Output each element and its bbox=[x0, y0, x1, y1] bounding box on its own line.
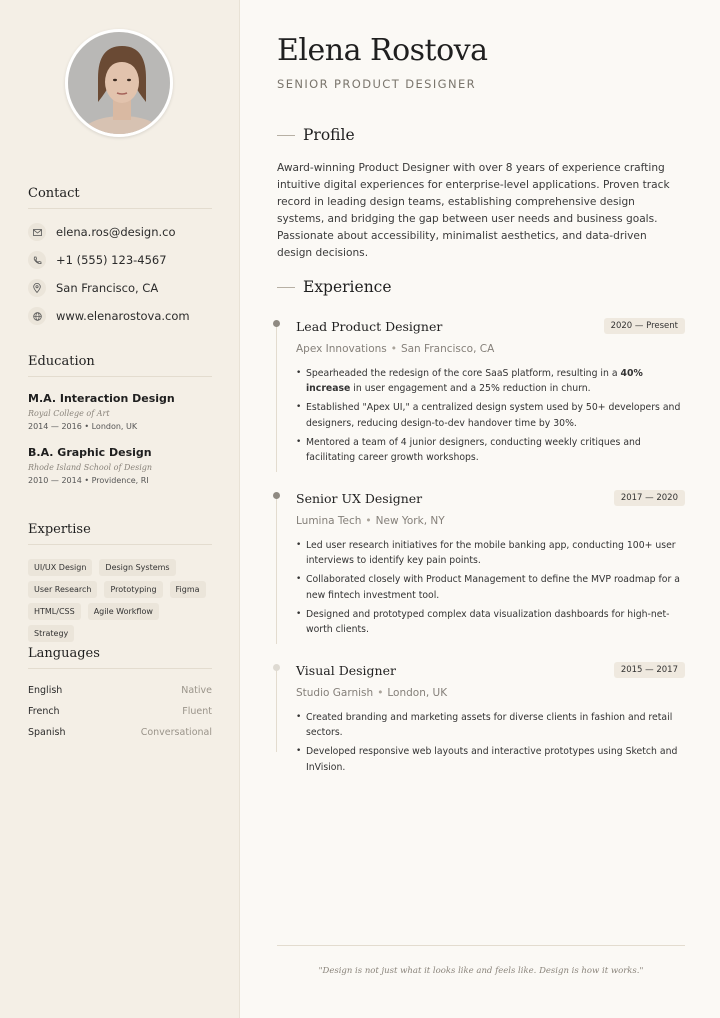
experience-heading bbox=[277, 278, 392, 296]
separator-dot: • bbox=[390, 343, 397, 355]
edu-meta: 2010 — 2014 • Providence, RI bbox=[28, 476, 149, 485]
education-section bbox=[28, 354, 212, 485]
bullet-icon: • bbox=[296, 608, 302, 619]
job-bullet: • Led user research initiatives for the mobile banking app, conducting 100+ user interviews to identify key pain points. bbox=[296, 538, 685, 568]
main-content bbox=[240, 0, 720, 1018]
language-level: Fluent bbox=[182, 706, 212, 717]
contact-email-text: elena.ros@design.co bbox=[56, 225, 176, 239]
job-company bbox=[296, 687, 685, 699]
contact-heading: Contact bbox=[28, 186, 212, 209]
contact-website[interactable] bbox=[28, 302, 212, 330]
job-entry bbox=[277, 318, 685, 469]
expertise-heading: Expertise bbox=[28, 522, 212, 545]
languages-section bbox=[28, 646, 212, 743]
job-bullet: • Mentored a team of 4 junior designers, conducting weekly critiques and facilitating career growth workshops. bbox=[296, 435, 685, 465]
job-entry bbox=[277, 662, 685, 779]
bullet-icon: • bbox=[296, 712, 302, 722]
contact-email[interactable] bbox=[28, 218, 212, 246]
job-bullet: • Established "Apex UI," a centralized design system used by 50+ developers and designers, reducing design-to-dev handover time by 30%. bbox=[296, 400, 685, 430]
skill-tag: Figma bbox=[170, 581, 206, 598]
company-location: San Francisco, CA bbox=[400, 343, 495, 355]
job-entry bbox=[277, 490, 685, 641]
timeline-dot bbox=[273, 664, 280, 671]
person-name: Elena Rostova bbox=[277, 33, 488, 68]
bullet-icon: • bbox=[296, 540, 302, 550]
company-location: London, UK bbox=[387, 687, 448, 699]
timeline-rail bbox=[276, 326, 277, 472]
language-level: Conversational bbox=[140, 727, 212, 738]
person-role: SENIOR PRODUCT DESIGNER bbox=[277, 77, 477, 91]
skill-tag: Agile Workflow bbox=[88, 603, 159, 620]
skill-tag: Prototyping bbox=[104, 581, 162, 598]
education-item bbox=[28, 446, 212, 485]
profile-heading-text: Profile bbox=[303, 126, 355, 144]
education-item bbox=[28, 392, 212, 431]
separator-dot: • bbox=[365, 515, 372, 527]
timeline-rail bbox=[276, 670, 277, 752]
mail-icon bbox=[28, 223, 46, 241]
globe-icon bbox=[28, 307, 46, 325]
location-pin-icon bbox=[28, 279, 46, 297]
bullet-icon: • bbox=[296, 574, 302, 585]
skill-tag: UI/UX Design bbox=[28, 559, 92, 576]
language-row bbox=[28, 701, 212, 722]
company-name: Lumina Tech bbox=[296, 515, 362, 527]
phone-icon bbox=[28, 251, 46, 269]
language-name: English bbox=[28, 685, 63, 696]
skill-tag: Design Systems bbox=[99, 559, 175, 576]
heading-rule bbox=[277, 287, 295, 288]
footer-divider bbox=[277, 945, 685, 946]
contact-location bbox=[28, 274, 212, 302]
edu-degree: B.A. Graphic Design bbox=[28, 446, 152, 459]
job-bullet: • Created branding and marketing assets for diverse clients in fashion and retail sectors. bbox=[296, 710, 685, 740]
language-row bbox=[28, 722, 212, 743]
expertise-tags bbox=[28, 559, 212, 642]
job-bullet: • Collaborated closely with Product Management to define the MVP roadmap for a new fintech investment tool. bbox=[296, 572, 685, 602]
job-title: Lead Product Designer bbox=[296, 318, 443, 334]
experience-heading-text: Experience bbox=[303, 278, 392, 296]
timeline-dot bbox=[273, 492, 280, 499]
job-bullet: • Developed responsive web layouts and interactive prototypes using Sketch and InVision. bbox=[296, 744, 685, 774]
job-company bbox=[296, 343, 685, 355]
footer-quote: "Design is not just what it looks like and feels like. Design is how it works." bbox=[318, 966, 644, 976]
company-name: Studio Garnish bbox=[296, 687, 374, 699]
language-name: French bbox=[28, 706, 60, 717]
bullet-icon: • bbox=[296, 746, 302, 757]
profile-summary: Award-winning Product Designer with over 8 years of experience crafting intuitive digital experiences for enterprise-level applications. Proven track record in leading design teams, establishing comprehensive design systems, and bridging the gap between user needs and business goals. Passionate about accessibility, minimalist aesthetics, and data-driven design decisions. bbox=[277, 162, 670, 259]
job-dates: 2020 — Present bbox=[604, 318, 685, 334]
job-dates: 2017 — 2020 bbox=[614, 490, 685, 506]
language-name: Spanish bbox=[28, 727, 66, 738]
bullet-icon: • bbox=[296, 436, 302, 447]
edu-school: Royal College of Art bbox=[28, 409, 110, 418]
skill-tag: HTML/CSS bbox=[28, 603, 81, 620]
skill-tag: Strategy bbox=[28, 625, 74, 642]
language-row bbox=[28, 680, 212, 701]
sidebar bbox=[0, 0, 240, 1018]
contact-website-text: www.elenarostova.com bbox=[56, 309, 190, 323]
job-company bbox=[296, 515, 685, 527]
contact-phone-text: +1 (555) 123-4567 bbox=[56, 253, 167, 267]
job-dates: 2015 — 2017 bbox=[614, 662, 685, 678]
bullet-icon: • bbox=[296, 368, 302, 378]
company-location: New York, NY bbox=[375, 515, 445, 527]
job-bullet: • Designed and prototyped complex data visualization dashboards for high-net-worth clients. bbox=[296, 607, 685, 637]
edu-meta: 2014 — 2016 • London, UK bbox=[28, 422, 138, 431]
separator-dot: • bbox=[377, 687, 384, 699]
timeline-dot bbox=[273, 320, 280, 327]
edu-school: Rhode Island School of Design bbox=[28, 463, 153, 472]
expertise-section bbox=[28, 522, 212, 642]
heading-rule bbox=[277, 135, 295, 136]
job-title: Senior UX Designer bbox=[296, 490, 423, 506]
contact-phone[interactable] bbox=[28, 246, 212, 274]
edu-degree: M.A. Interaction Design bbox=[28, 392, 175, 405]
avatar bbox=[65, 29, 173, 137]
timeline-rail bbox=[276, 498, 277, 644]
job-title: Visual Designer bbox=[296, 662, 396, 678]
contact-location-text: San Francisco, CA bbox=[56, 281, 159, 295]
education-heading: Education bbox=[28, 354, 212, 377]
company-name: Apex Innovations bbox=[296, 343, 387, 355]
languages-heading: Languages bbox=[28, 646, 212, 669]
bullet-icon: • bbox=[296, 402, 302, 413]
portrait-photo bbox=[68, 32, 173, 137]
skill-tag: User Research bbox=[28, 581, 97, 598]
contact-section bbox=[28, 186, 212, 330]
job-bullet: • Spearheaded the redesign of the core SaaS platform, resulting in a 40% increase in user engagement and a 25% reduction in churn. bbox=[296, 366, 685, 396]
language-level: Native bbox=[181, 685, 212, 696]
profile-heading bbox=[277, 126, 355, 144]
